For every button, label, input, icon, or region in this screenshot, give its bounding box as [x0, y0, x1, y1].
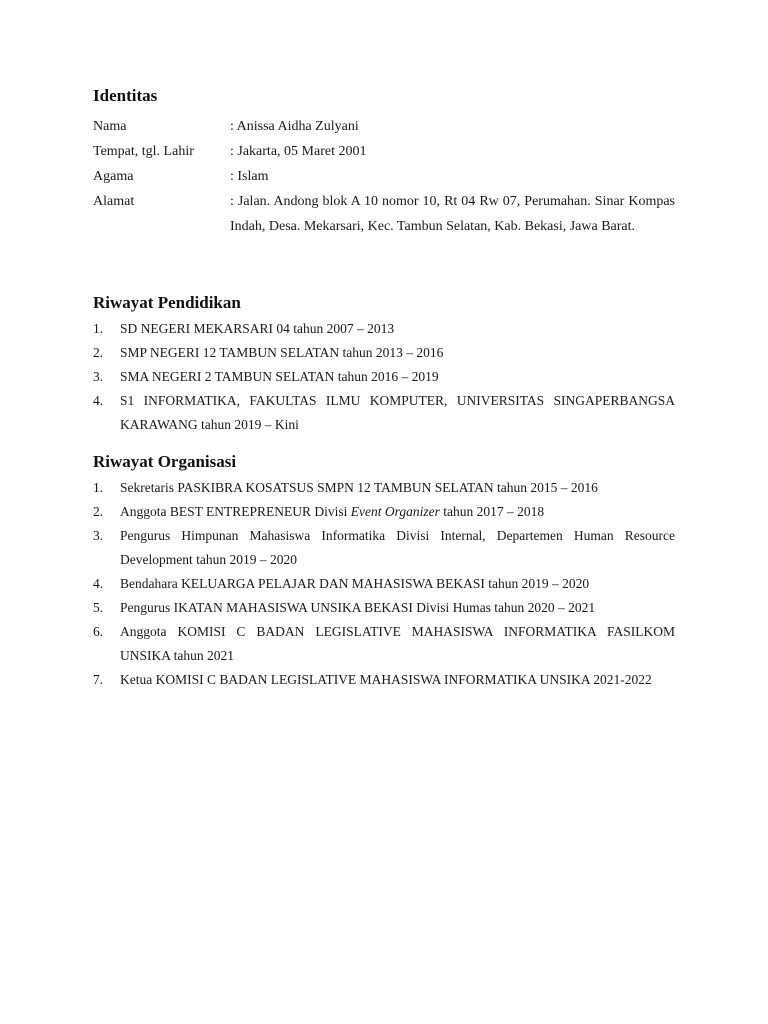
list-item: [93, 572, 675, 596]
list-text: Bendahara KELUARGA PELAJAR DAN MAHASISWA BEKASI tahun 2019 – 2020: [120, 576, 590, 591]
list-item: [93, 524, 675, 572]
identity-row-birth: [93, 139, 675, 164]
list-text: SD NEGERI MEKARSARI 04 tahun 2007 – 2013: [120, 321, 395, 336]
list-number: 7.: [93, 672, 104, 687]
identity-row-name: [93, 114, 675, 139]
list-text: Pengurus IKATAN MAHASISWA UNSIKA BEKASI Divisi Humas tahun 2020 – 2021: [120, 600, 596, 615]
identity-row-address: [93, 189, 675, 239]
education-list: [93, 317, 675, 437]
document-page: [93, 84, 675, 687]
identity-value: : Anissa Aidha Zulyani: [230, 119, 359, 134]
list-number: 6.: [93, 624, 104, 639]
list-number: 1.: [93, 480, 104, 495]
list-number: 4.: [93, 576, 104, 591]
organization-heading: Riwayat Organisasi: [93, 452, 237, 471]
list-number: 3.: [93, 528, 104, 543]
list-item: [93, 317, 675, 341]
identity-label: Nama: [93, 119, 127, 134]
education-section: [93, 291, 675, 437]
list-number: 4.: [93, 393, 104, 408]
list-text: Sekretaris PASKIBRA KOSATSUS SMPN 12 TAMBUN SELATAN tahun 2015 – 2016: [120, 480, 598, 495]
education-heading: Riwayat Pendidikan: [93, 293, 241, 312]
list-text: SMA NEGERI 2 TAMBUN SELATAN tahun 2016 – 2019: [120, 369, 439, 384]
list-text: Pengurus Himpunan Mahasiswa Informatika Divisi Internal, Departemen Human Resource Development tahun 2019 – 2020: [120, 528, 675, 567]
list-text: [120, 500, 675, 524]
list-item: [93, 389, 675, 437]
identity-label: Tempat, tgl. Lahir: [93, 144, 194, 159]
list-number: 5.: [93, 600, 104, 615]
list-number: 1.: [93, 321, 104, 336]
identity-label: Agama: [93, 169, 134, 184]
list-text: S1 INFORMATIKA, FAKULTAS ILMU KOMPUTER, UNIVERSITAS SINGAPERBANGSA KARAWANG tahun 2019 – Kini: [120, 393, 675, 432]
list-text-pre: Anggota BEST ENTREPRENEUR Divisi: [120, 504, 351, 519]
identity-label: Alamat: [93, 194, 135, 209]
list-item: [93, 365, 675, 389]
identity-row-religion: [93, 164, 675, 189]
list-item: [93, 341, 675, 365]
list-item: [93, 476, 675, 500]
organization-section: [93, 450, 675, 692]
list-item: [93, 620, 675, 668]
list-item: [93, 500, 675, 524]
list-text: Ketua KOMISI C BADAN LEGISLATIVE MAHASISWA INFORMATIKA UNSIKA 2021-2022: [120, 672, 652, 687]
organization-list: [93, 476, 675, 692]
identity-table: [93, 114, 675, 239]
list-text: Anggota KOMISI C BADAN LEGISLATIVE MAHASISWA INFORMATIKA FASILKOM UNSIKA tahun 2021: [120, 624, 675, 663]
list-item: [93, 596, 675, 620]
identity-value: : Islam: [230, 169, 269, 184]
list-number: 2.: [93, 504, 104, 519]
identity-value: : Jalan. Andong blok A 10 nomor 10, Rt 04 Rw 07, Perumahan. Sinar Kompas Indah, Desa. Mekarsari, Kec. Tambun Selatan, Kab. Bekasi, Jawa Barat.: [230, 194, 675, 234]
identity-value: : Jakarta, 05 Maret 2001: [230, 144, 367, 159]
list-text: SMP NEGERI 12 TAMBUN SELATAN tahun 2013 – 2016: [120, 345, 444, 360]
list-item: [93, 668, 675, 692]
list-text-post: tahun 2017 – 2018: [439, 504, 545, 519]
list-number: 2.: [93, 345, 104, 360]
identity-section: [93, 84, 675, 239]
list-text-italic: Event Organizer: [350, 504, 440, 519]
identity-heading: Identitas: [93, 86, 158, 105]
list-number: 3.: [93, 369, 104, 384]
